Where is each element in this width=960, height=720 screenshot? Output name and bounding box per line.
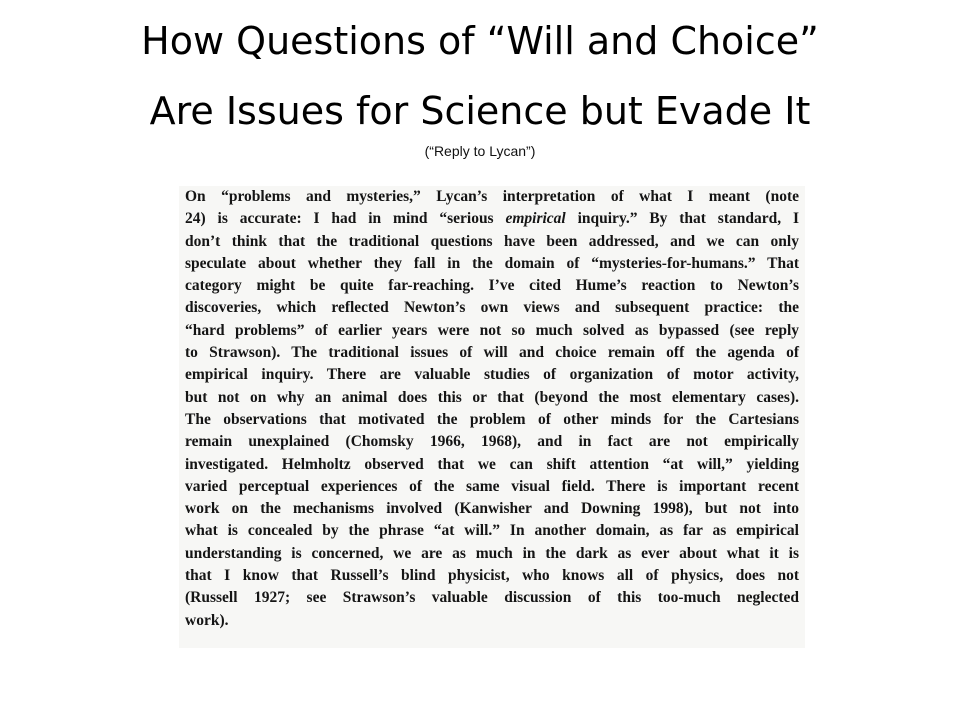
excerpt-line: but not on why an animal does this or that (beyond the most elementary cases). xyxy=(185,388,799,406)
excerpt-line: work). xyxy=(185,611,229,629)
slide-subtitle: (“Reply to Lycan”) xyxy=(424,143,536,159)
excerpt-line: The observations that motivated the problem of other minds for the Cartesians xyxy=(185,410,799,428)
excerpt-line: investigated. Helmholtz observed that we can shift attention “at will,” yielding xyxy=(185,455,799,473)
excerpt-line: remain unexplained (Chomsky 1966, 1968), and in fact are not empirically xyxy=(185,433,799,451)
scanned-text-excerpt xyxy=(179,186,805,648)
slide-title-line-2: Are Issues for Science but Evade It xyxy=(149,89,811,133)
excerpt-line: to Strawson). The traditional issues of will and choice remain off the agenda of xyxy=(185,344,799,362)
excerpt-line: understanding is concerned, we are as much in the dark as ever about what it is xyxy=(185,544,799,562)
excerpt-line: speculate about whether they fall in the domain of “mysteries-for-humans.” That xyxy=(185,254,799,272)
excerpt-line: 24) is accurate: I had in mind “serious empirical inquiry.” By that standard, I xyxy=(185,210,799,228)
excerpt-line: empirical inquiry. There are valuable studies of organization of motor activity, xyxy=(185,366,799,384)
excerpt-line: “hard problems” of earlier years were not so much solved as bypassed (see reply xyxy=(185,321,799,339)
excerpt-line: On “problems and mysteries,” Lycan’s interpretation of what I meant (note xyxy=(185,188,799,205)
excerpt-line: what is concealed by the phrase “at will.” In another domain, as far as empirical xyxy=(185,522,799,540)
excerpt-line: work on the mechanisms involved (Kanwisher and Downing 1998), but not into xyxy=(185,500,799,518)
excerpt-line: that I know that Russell’s blind physicist, who knows all of physics, does not xyxy=(185,567,799,585)
emphasized-word: empirical xyxy=(505,210,566,228)
slide-title-line-1: How Questions of “Will and Choice” xyxy=(141,19,819,63)
excerpt-line: don’t think that the traditional questions have been addressed, and we can only xyxy=(185,232,799,250)
excerpt-line: (Russell 1927; see Strawson’s valuable discussion of this too-much neglected xyxy=(185,589,799,607)
excerpt-line: varied perceptual experiences of the same visual field. There is important recent xyxy=(185,477,799,495)
excerpt-paragraph xyxy=(185,186,799,632)
excerpt-line: category might be quite far-reaching. I’ve cited Hume’s reaction to Newton’s xyxy=(185,277,799,295)
excerpt-line: discoveries, which reflected Newton’s own views and subsequent practice: the xyxy=(185,299,799,317)
